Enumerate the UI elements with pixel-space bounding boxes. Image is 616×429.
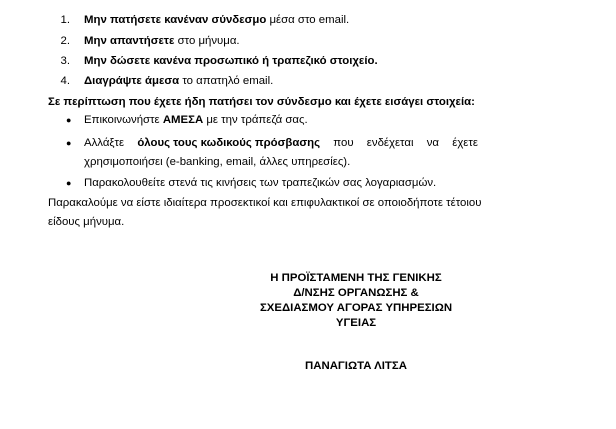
list-item-bold-text: Μην δώσετε κανένα προσωπικό ή τραπεζικό στοιχείο.	[84, 55, 378, 67]
list-number: 3.	[60, 55, 70, 67]
closing-line: Παρακαλούμε να είστε ιδιαίτερα προσεκτικοί και επιφυλακτικοί σε οποιοδήποτε τέτοιου	[48, 197, 482, 209]
list-item-text: στο μήνυμα.	[174, 35, 240, 47]
list-number: 1.	[60, 14, 70, 26]
list-item-text: το απατηλό email.	[179, 75, 274, 87]
bullet-word: ενδέχεται	[366, 137, 414, 149]
bullet-dot-icon: ●	[66, 138, 72, 148]
signature-title-line: ΣΧΕΔΙΑΣΜΟΥ ΑΓΟΡΑΣ ΥΠΗΡΕΣΙΩΝ	[259, 302, 453, 314]
bullet-word: να	[426, 137, 440, 149]
signature-title-line: Δ/ΝΣΗΣ ΟΡΓΑΝΩΣΗΣ &	[293, 287, 419, 299]
bullet-text-continuation: χρησιμοποιήσει (e-banking, email, άλλες υπηρεσίες).	[84, 156, 351, 168]
bullet-text: με την τράπεζά σας.	[203, 114, 308, 126]
bullet-dot-icon: ●	[66, 178, 72, 188]
bullet-text: Επικοινωνήστε	[84, 114, 163, 126]
list-number: 4.	[60, 75, 70, 87]
list-item	[84, 113, 308, 127]
list-item-text: μέσα στο email.	[266, 14, 350, 26]
bullet-word: Αλλάξτε	[84, 137, 125, 149]
bullet-bold-text: όλους τους κωδικούς πρόσβασης	[137, 137, 321, 149]
list-number: 2.	[60, 35, 70, 47]
closing-line: είδους μήνυμα.	[48, 216, 125, 228]
list-item-bold-text: Διαγράψτε άμεσα	[84, 75, 180, 87]
list-item-bold-text: Μην πατήσετε κανέναν σύνδεσμο	[84, 14, 267, 26]
section-heading: Σε περίπτωση που έχετε ήδη πατήσει τον σύνδεσμο και έχετε εισάγει στοιχεία:	[48, 96, 475, 108]
list-item: Παρακολουθείτε στενά τις κινήσεις των τραπεζικών σας λογαριασμών.	[84, 177, 437, 189]
bullet-word: που	[333, 137, 354, 149]
bullet-dot-icon: ●	[66, 115, 72, 125]
signature-title-line: ΥΓΕΙΑΣ	[335, 317, 377, 329]
signature-title-line: Η ΠΡΟΪΣΤΑΜΕΝΗ ΤΗΣ ΓΕΝΙΚΗΣ	[270, 272, 442, 284]
bullet-bold-text: ΑΜΕΣΑ	[162, 114, 204, 126]
list-item	[84, 136, 478, 150]
bullet-word: έχετε	[452, 137, 478, 149]
signatory-name: ΠΑΝΑΓΙΩΤΑ ΛΙΤΣΑ	[305, 360, 407, 372]
list-item-bold-text: Μην απαντήσετε	[84, 35, 175, 47]
